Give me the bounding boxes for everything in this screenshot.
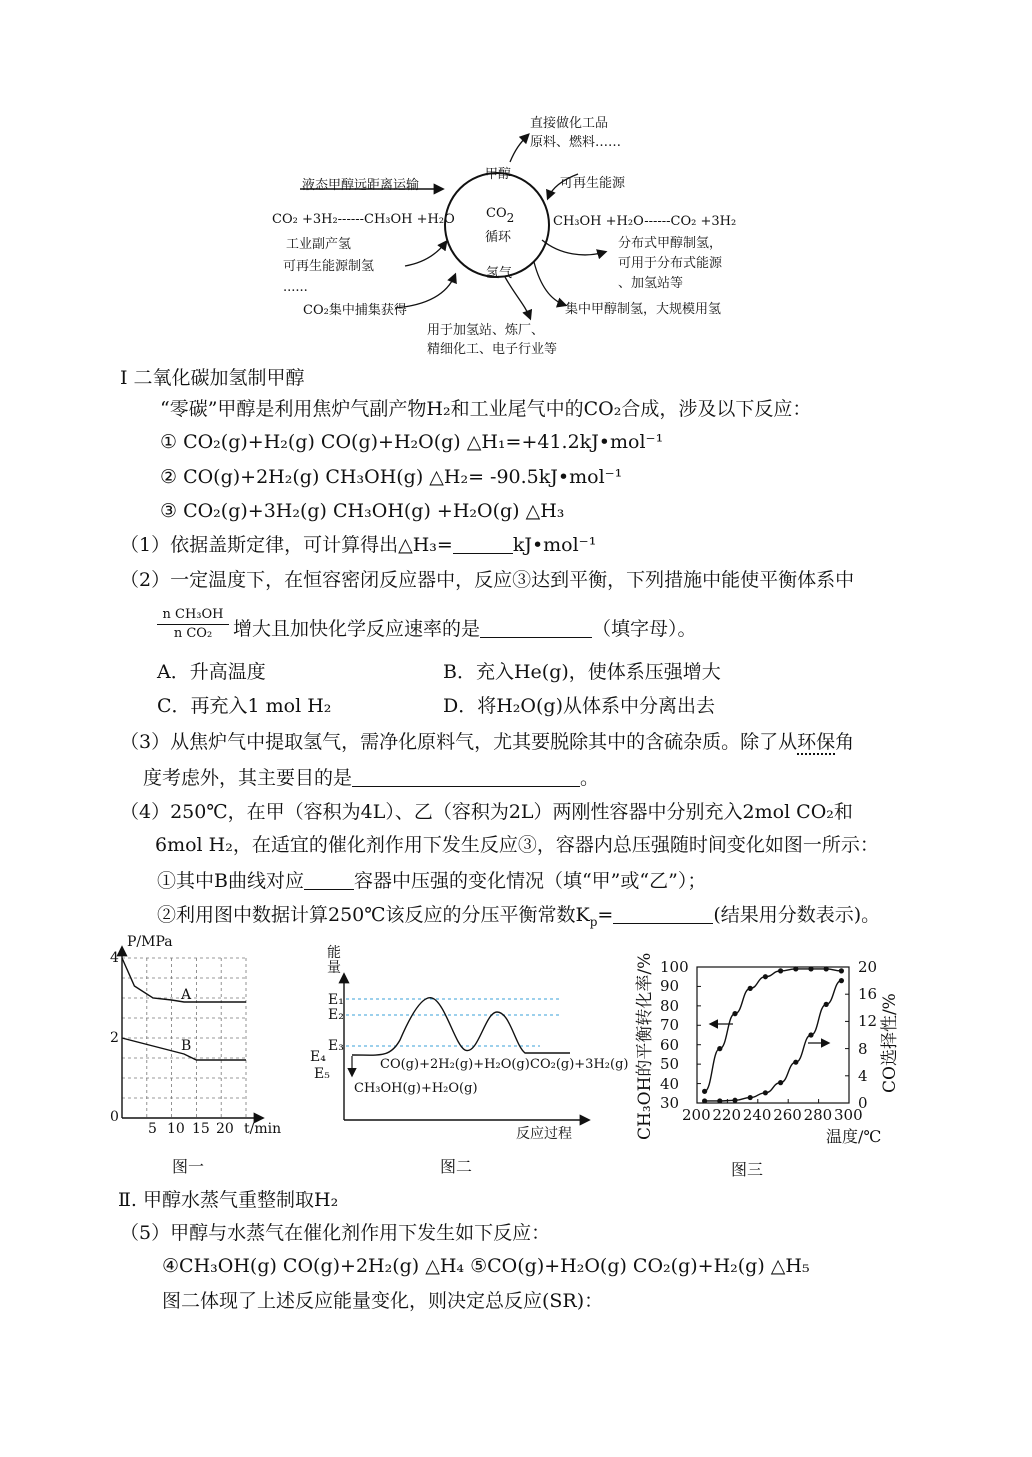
- fig3-left-tick: 30: [660, 1094, 680, 1112]
- cycle-right-use-1: 分布式甲醇制氢，: [618, 236, 723, 251]
- fig3-xlabel: 温度/℃: [826, 1127, 882, 1146]
- question-1-text: （1）依据盖斯定律，可计算得出△H₃=: [120, 534, 453, 556]
- fig1-ylabel: P/MPa: [127, 934, 173, 950]
- cycle-right-eq: CH₃OH +H₂O------CO₂ +3H₂: [553, 214, 737, 229]
- fig3-left-tick: 80: [660, 996, 680, 1015]
- q3-text-a: （3）从焦炉气中提取氢气，需净化原料气，尤其要脱除其中的含硫杂质。除了从: [120, 731, 798, 753]
- cycle-right-use-3: 、加氢站等: [618, 276, 684, 291]
- cycle-left-src-2: 可再生能源制氢: [283, 259, 375, 274]
- fig3-x-tick: 220: [712, 1106, 742, 1124]
- fig3-left-tick: 100: [660, 958, 689, 976]
- fig1-xtick-10: 10: [167, 1121, 185, 1137]
- fig3-point-conversion: [763, 974, 768, 979]
- cycle-top-right-1: 直接做化工品: [530, 116, 609, 131]
- option-d: D．将H₂O(g)从体系中分离出去: [443, 695, 715, 717]
- fig3-point-selectivity: [763, 1090, 768, 1095]
- fig3-caption: 图三: [731, 1160, 764, 1179]
- question-2-text: 增大且加快化学反应速率的是: [233, 618, 481, 640]
- cycle-left-src-3: ......: [283, 280, 308, 295]
- cycle-right-use-2: 可用于分布式能源: [618, 256, 723, 271]
- fig3-point-selectivity: [808, 1032, 813, 1037]
- fig2-level-e2: E₂: [328, 1007, 344, 1023]
- fig3-point-conversion: [732, 1011, 737, 1016]
- fig3-point-conversion: [824, 966, 829, 971]
- question-2-tail: （填字母）。: [592, 618, 697, 640]
- cycle-left-src-1: 工业副产氢: [286, 237, 352, 252]
- cycle-node-hydrogen: 氢气: [486, 266, 513, 281]
- fig1-label-b: B: [181, 1038, 192, 1054]
- fig3-point-selectivity: [732, 1098, 737, 1103]
- fig2-level-e3: E₃: [328, 1038, 344, 1054]
- question-5-reactions: ④CH₃OH(g) CO(g)+2H₂(g) △H₄ ⑤CO(g)+H₂O(g) CO₂(g)+H₂(g) △H₅: [162, 1255, 810, 1277]
- fig3-point-conversion: [793, 966, 798, 971]
- fig3-right-tick: 16: [858, 985, 878, 1004]
- q2-fraction-denominator: n CO₂: [173, 626, 213, 641]
- fig1-xtick-5: 5: [148, 1121, 157, 1137]
- fig3-point-selectivity: [717, 1098, 722, 1103]
- option-c: C．再充入1 mol H₂: [157, 695, 332, 717]
- fig3-right-tick: 4: [858, 1066, 868, 1085]
- fig2-state-end: CO₂(g)+3H₂(g): [530, 1057, 629, 1072]
- fig2-level-e5: E₅: [314, 1066, 330, 1082]
- fig1-ytick-0: 0: [110, 1109, 119, 1125]
- fig2-xlabel: 反应过程: [516, 1126, 572, 1142]
- fig3-point-conversion: [717, 1046, 722, 1051]
- cycle-center-bottom: 循环: [485, 230, 512, 245]
- fig3-point-selectivity: [793, 1060, 798, 1065]
- question-4-line2: 6mol H₂，在适宜的催化剂作用下发生反应③，容器内总压强随时间变化如图一所示：: [155, 834, 879, 856]
- q3-text-2: 度考虑外，其主要目的是: [143, 767, 353, 789]
- fig3-left-tick: 70: [660, 1016, 680, 1035]
- fig3-point-selectivity: [824, 1002, 829, 1007]
- cycle-left-eq: CO₂ +3H₂------CH₃OH +H₂O: [272, 212, 455, 227]
- question-2-line1: （2）一定温度下，在恒容密闭反应器中，反应③达到平衡，下列措施中能使平衡体系中: [120, 569, 855, 591]
- fig3-curve-conversion: [705, 969, 842, 1091]
- question-4-line1: （4）250℃，在甲（容积为4L）、乙（容积为2L）两刚性容器中分别充入2mol CO₂和: [120, 801, 853, 823]
- q4-sub2-tail: (结果用分数表示)。: [713, 904, 881, 926]
- q3-tail: 。: [580, 767, 600, 789]
- cycle-right-use-4: 集中甲醇制氢，大规模用氢: [565, 302, 722, 317]
- question-5: （5）甲醇与水蒸气在催化剂作用下发生如下反应：: [120, 1222, 551, 1244]
- fig2-level-e1: E₁: [328, 992, 344, 1008]
- fig3-right-tick: 0: [858, 1094, 868, 1112]
- question-1-unit: kJ•mol⁻¹: [512, 534, 597, 556]
- q3-emphasis: 环保: [797, 731, 836, 753]
- fig3-right-tick: 8: [858, 1039, 868, 1058]
- cycle-renewable: 可再生能源: [560, 176, 626, 191]
- fig3-point-conversion: [839, 968, 844, 973]
- fig2-state-start: CH₃OH(g)+H₂O(g): [354, 1081, 478, 1096]
- reaction-2: ② CO(g)+2H₂(g) CH₃OH(g) △H₂= -90.5kJ•mol⁻¹: [160, 466, 623, 488]
- intro-paragraph: “零碳”甲醇是利用焦炉气副产物H₂和工业尾气中的CO₂合成，涉及以下反应：: [160, 398, 812, 420]
- fig2-level-e4: E₄: [310, 1049, 326, 1065]
- fig3-ylabel-left: CH₃OH的平衡转化率/%: [635, 952, 655, 1140]
- fig3-x-tick: 280: [803, 1106, 833, 1124]
- fig3-point-conversion: [808, 966, 813, 971]
- question-5-last: 图二体现了上述反应能量变化，则决定总反应(SR)：: [162, 1290, 604, 1312]
- fig3-point-selectivity: [778, 1080, 783, 1085]
- fig3-point-conversion: [702, 1089, 707, 1094]
- fig1-ytick-4: 4: [110, 950, 119, 966]
- fig3-point-conversion: [778, 968, 783, 973]
- fig3-x-tick: 240: [742, 1106, 772, 1124]
- cycle-bottom-use-1: 用于加氢站、炼厂、: [427, 323, 545, 338]
- fig3-left-tick: 90: [660, 977, 680, 996]
- cycle-top-right-2: 原料、燃料……: [530, 135, 622, 150]
- fig1-ytick-2: 2: [110, 1030, 119, 1046]
- cycle-bottom-use-2: 精细化工、电子行业等: [427, 342, 558, 357]
- section1-title: Ⅰ 二氧化碳加氢制甲醇: [120, 367, 305, 389]
- fig3-left-tick: 60: [660, 1035, 680, 1054]
- option-a: A．升高温度: [157, 661, 266, 683]
- reaction-1: ① CO₂(g)+H₂(g) CO(g)+H₂O(g) △H₁=+41.2kJ•mol⁻¹: [160, 431, 664, 453]
- fig3-x-tick: 200: [682, 1106, 711, 1124]
- q4-sub1-tail: 容器中压强的变化情况（填“甲”或“乙”）；: [353, 870, 707, 892]
- fig3-ylabel-right: CO选择性/%: [880, 993, 900, 1093]
- q4-sub2-eq: =: [597, 904, 614, 926]
- fig3-frame: [697, 967, 849, 1103]
- fig3-x-tick: 260: [773, 1106, 802, 1124]
- fig1-label-a: A: [181, 987, 192, 1003]
- cycle-node-methanol: 甲醇: [485, 167, 512, 182]
- fig1-xtick-15: 15: [192, 1121, 210, 1137]
- fig1-xtick-20: 20: [216, 1121, 234, 1137]
- reaction-3: ③ CO₂(g)+3H₂(g) CH₃OH(g) +H₂O(g) △H₃: [160, 500, 565, 522]
- q4-sub2-subscript: p: [589, 915, 598, 929]
- fig3-point-selectivity: [702, 1098, 707, 1103]
- option-b: B．充入He(g)，使体系压强增大: [443, 661, 721, 683]
- q4-sub2-text: ②利用图中数据计算250℃该反应的分压平衡常数K: [157, 904, 590, 926]
- fig3-left-tick: 50: [660, 1055, 680, 1074]
- q4-sub1-text: ①其中B曲线对应: [157, 870, 304, 892]
- fig2-state-mid: CO(g)+2H₂(g)+H₂O(g): [380, 1057, 530, 1072]
- fig2-caption: 图二: [440, 1157, 473, 1176]
- fig2-ylabel: 能量: [327, 945, 341, 976]
- fig1-caption: 图一: [172, 1157, 205, 1176]
- fig1-xlabel: t/min: [244, 1121, 282, 1137]
- fig3-point-selectivity: [839, 978, 844, 983]
- cycle-center-top: CO2: [486, 206, 515, 225]
- cycle-left-capture: CO₂集中捕集获得: [303, 303, 407, 318]
- q3-text-c: 角: [835, 731, 855, 753]
- section2-title: Ⅱ. 甲醇水蒸气重整制取H₂: [118, 1189, 339, 1211]
- fig3-right-tick: 20: [858, 958, 878, 976]
- fig3-point-conversion: [748, 986, 753, 991]
- cycle-transport: 液态甲醇远距离运输: [302, 178, 420, 193]
- q2-fraction-numerator: n CH₃OH: [162, 607, 224, 622]
- fig3-right-tick: 12: [858, 1012, 878, 1031]
- fig3-x-tick: 300: [834, 1106, 863, 1124]
- fig3-left-tick: 40: [660, 1074, 680, 1093]
- fig3-point-selectivity: [748, 1095, 753, 1100]
